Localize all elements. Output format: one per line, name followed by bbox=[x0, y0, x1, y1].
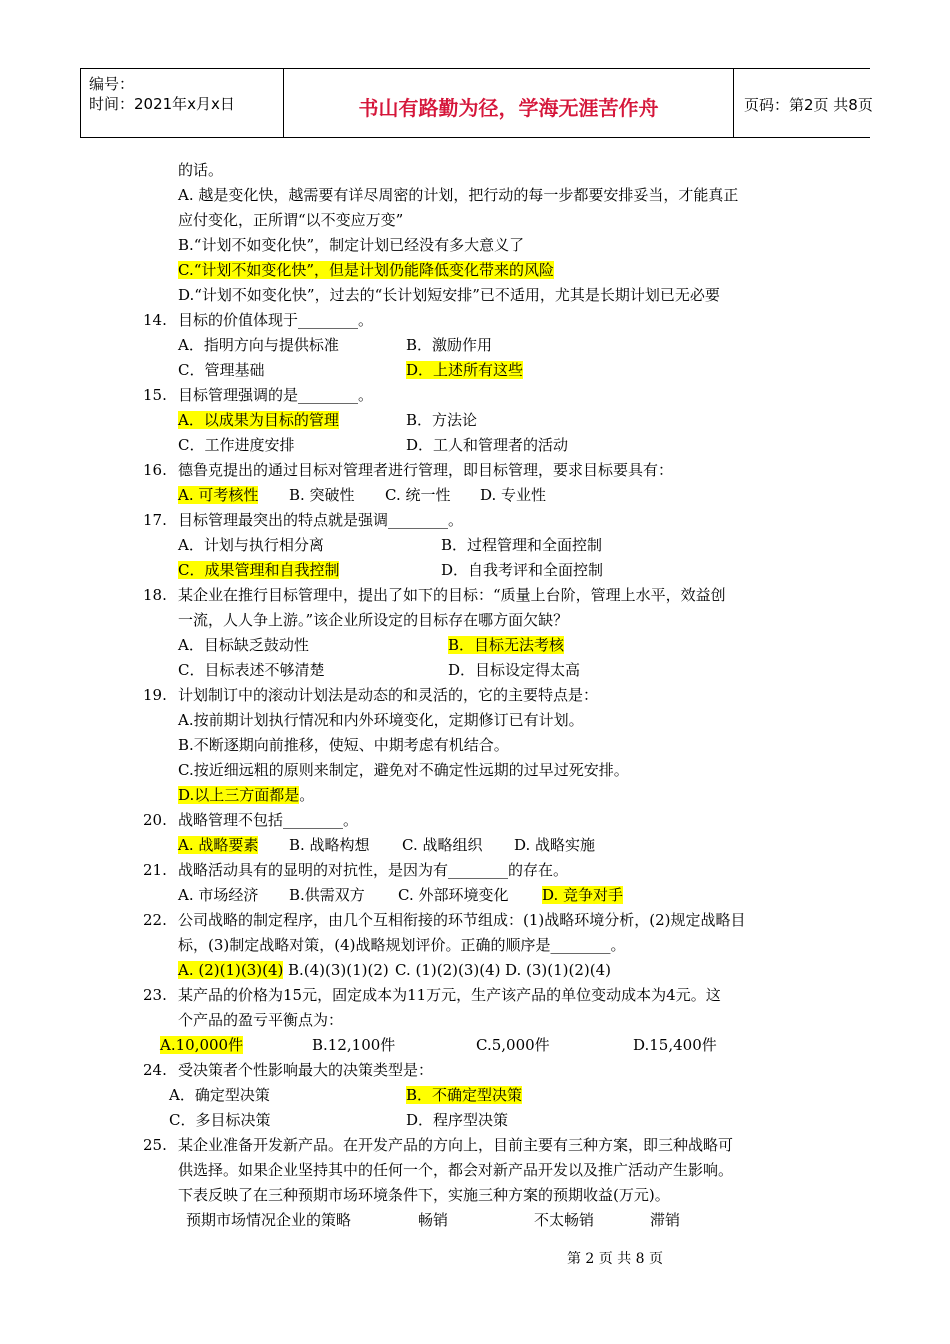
q13-option-a: A. 越是变化快，越需要有详尽周密的计划，把行动的每一步都要安排妥当，才能真正 bbox=[178, 186, 739, 204]
q24-number: 24. bbox=[143, 1061, 167, 1079]
q21-option-c: C. 外部环境变化 bbox=[398, 886, 509, 904]
q16-option-c: C. 统一性 bbox=[385, 486, 451, 504]
table-col-header-bestseller: 畅销 bbox=[418, 1211, 449, 1229]
q23-number: 23. bbox=[143, 986, 167, 1004]
q19-option-a: A.按前期计划执行情况和内外环境变化，定期修订已有计划。 bbox=[178, 711, 584, 729]
header-right-cell bbox=[732, 69, 873, 137]
q20-option-a-answer: A. 战略要素 bbox=[178, 836, 259, 854]
q18-text-cont: 一流，人人争上游。”该企业所设定的目标存在哪方面欠缺？ bbox=[178, 611, 569, 629]
q15-option-a-answer: A．以成果为目标的管理 bbox=[178, 411, 339, 429]
header-left-cell bbox=[80, 69, 284, 137]
q23-option-d: D.15,400件 bbox=[633, 1036, 717, 1054]
intro-line: 的话。 bbox=[178, 161, 224, 179]
q19-text: 计划制订中的滚动计划法是动态的和灵活的，它的主要特点是： bbox=[178, 686, 599, 704]
q23-option-a-answer: A.10,000件 bbox=[160, 1036, 244, 1054]
q16-number: 16. bbox=[143, 461, 167, 479]
q21-text: 战略活动具有的显明的对抗性，是因为有________的存在。 bbox=[178, 861, 569, 879]
q24-text: 受决策者个性影响最大的决策类型是： bbox=[178, 1061, 434, 1079]
serial-label: 编号： bbox=[89, 75, 135, 93]
q22-text: 公司战略的制定程序，由几个互相衔接的环节组成：(1)战略环境分析，(2)规定战略目 bbox=[178, 911, 746, 929]
q25-text: 某企业准备开发新产品。在开发产品的方向上，目前主要有三种方案，即三种战略可 bbox=[178, 1136, 734, 1154]
q18-option-d: D．目标设定得太高 bbox=[448, 661, 581, 679]
q22-text-cont: 标，(3)制定战略对策，(4)战略规划评价。正确的顺序是________。 bbox=[178, 936, 626, 954]
q22-option-d: D. (3)(1)(2)(4) bbox=[505, 961, 612, 979]
q15-option-d: D．工人和管理者的活动 bbox=[406, 436, 569, 454]
q15-option-c: C．工作进度安排 bbox=[178, 436, 295, 454]
q21-option-a: A. 市场经济 bbox=[178, 886, 259, 904]
q18-option-a: A．目标缺乏鼓动性 bbox=[178, 636, 309, 654]
q20-option-c: C. 战略组织 bbox=[402, 836, 483, 854]
q20-text: 战略管理不包括________。 bbox=[178, 811, 359, 829]
q23-option-c: C.5,000件 bbox=[476, 1036, 550, 1054]
q16-option-b: B. 突破性 bbox=[289, 486, 355, 504]
q22-option-a-answer: A. (2)(1)(3)(4) bbox=[178, 961, 284, 979]
q16-option-d: D. 专业性 bbox=[480, 486, 547, 504]
date-label: 时间：2021年x月x日 bbox=[89, 95, 235, 113]
q13-option-d: D.“计划不如变化快”，过去的“长计划短安排”已不适用，尤其是长期计划已无必要 bbox=[178, 286, 720, 304]
q13-option-c-answer: C.“计划不如变化快”，但是计划仍能降低变化带来的风险 bbox=[178, 261, 555, 279]
q24-option-c: C．多目标决策 bbox=[169, 1111, 271, 1129]
q21-option-d-answer: D. 竞争对手 bbox=[542, 886, 624, 904]
q14-option-d-answer: D．上述所有这些 bbox=[406, 361, 524, 379]
q17-option-a: A．计划与执行相分离 bbox=[178, 536, 324, 554]
q19-option-c: C.按近细远粗的原则来制定，避免对不确定性远期的过早过死安排。 bbox=[178, 761, 629, 779]
q18-option-b-answer: B．目标无法考核 bbox=[448, 636, 565, 654]
q13-option-b: B.“计划不如变化快”，制定计划已经没有多大意义了 bbox=[178, 236, 525, 254]
q18-option-c: C．目标表述不够清楚 bbox=[178, 661, 325, 679]
page-footer bbox=[0, 1248, 950, 1268]
q24-option-d: D．程序型决策 bbox=[406, 1111, 509, 1129]
q18-text: 某企业在推行目标管理中，提出了如下的目标：“质量上台阶，管理上水平，效益创 bbox=[178, 586, 726, 604]
q23-option-b: B.12,100件 bbox=[312, 1036, 396, 1054]
page-header bbox=[80, 68, 873, 138]
footer-page-number: 第 2 页 共 8 页 bbox=[566, 1251, 664, 1267]
q20-option-d: D. 战略实施 bbox=[514, 836, 596, 854]
table-corner-header: 预期市场情况企业的策略 bbox=[186, 1211, 352, 1229]
q16-text: 德鲁克提出的通过目标对管理者进行管理，即目标管理，要求目标要具有： bbox=[178, 461, 674, 479]
q16-option-a-answer: A. 可考核性 bbox=[178, 486, 259, 504]
motto: 书山有路勤为径，学海无涯苦作舟 bbox=[358, 96, 659, 120]
q17-text: 目标管理最突出的特点就是强调________。 bbox=[178, 511, 464, 529]
header-motto-cell bbox=[283, 69, 734, 137]
table-col-header-slow: 滞销 bbox=[650, 1211, 681, 1229]
q25-text-cont2: 下表反映了在三种预期市场环境条件下，实施三种方案的预期收益(万元)。 bbox=[178, 1186, 670, 1204]
q19-number: 19. bbox=[143, 686, 167, 704]
q22-number: 22. bbox=[143, 911, 167, 929]
q14-number: 14. bbox=[143, 311, 167, 329]
q19-option-b: B.不断逐期向前推移，使短、中期考虑有机结合。 bbox=[178, 736, 509, 754]
q17-option-c-answer: C．成果管理和自我控制 bbox=[178, 561, 340, 579]
q17-option-d: D．自我考评和全面控制 bbox=[441, 561, 604, 579]
q23-text: 某产品的价格为15元，固定成本为11万元，生产该产品的单位变动成本为4元。这 bbox=[178, 986, 721, 1004]
q25-text-cont: 供选择。如果企业坚持其中的任何一个，都会对新产品开发以及推广活动产生影响。 bbox=[178, 1161, 734, 1179]
q24-option-a: A．确定型决策 bbox=[169, 1086, 270, 1104]
q23-text-cont: 个产品的盈亏平衡点为： bbox=[178, 1011, 344, 1029]
q22-option-b: B.(4)(3)(1)(2) bbox=[288, 961, 389, 979]
q17-option-b: B．过程管理和全面控制 bbox=[441, 536, 603, 554]
q14-option-c: C．管理基础 bbox=[178, 361, 265, 379]
q20-option-b: B. 战略构想 bbox=[289, 836, 370, 854]
q13-option-a-cont: 应付变化，正所谓“以不变应万变” bbox=[178, 211, 404, 229]
q15-number: 15. bbox=[143, 386, 167, 404]
q24-option-b-answer: B．不确定型决策 bbox=[406, 1086, 523, 1104]
q15-option-b: B．方法论 bbox=[406, 411, 478, 429]
q21-option-b: B.供需双方 bbox=[289, 886, 365, 904]
table-col-header-moderate: 不太畅销 bbox=[534, 1211, 595, 1229]
q25-number: 25. bbox=[143, 1136, 167, 1154]
page-label: 页码：第2页 共8页 bbox=[744, 96, 873, 114]
q14-option-b: B．激励作用 bbox=[406, 336, 493, 354]
q21-number: 21. bbox=[143, 861, 167, 879]
q19-option-d-answer: D.以上三方面都是 bbox=[178, 786, 300, 804]
q14-text: 目标的价值体现于________。 bbox=[178, 311, 374, 329]
q20-number: 20. bbox=[143, 811, 167, 829]
q15-text: 目标管理强调的是________。 bbox=[178, 386, 374, 404]
q18-number: 18. bbox=[143, 586, 167, 604]
q14-option-a: A．指明方向与提供标准 bbox=[178, 336, 339, 354]
q19-option-d-period: 。 bbox=[299, 786, 315, 804]
q22-option-c: C. (1)(2)(3)(4) bbox=[395, 961, 501, 979]
q17-number: 17. bbox=[143, 511, 167, 529]
